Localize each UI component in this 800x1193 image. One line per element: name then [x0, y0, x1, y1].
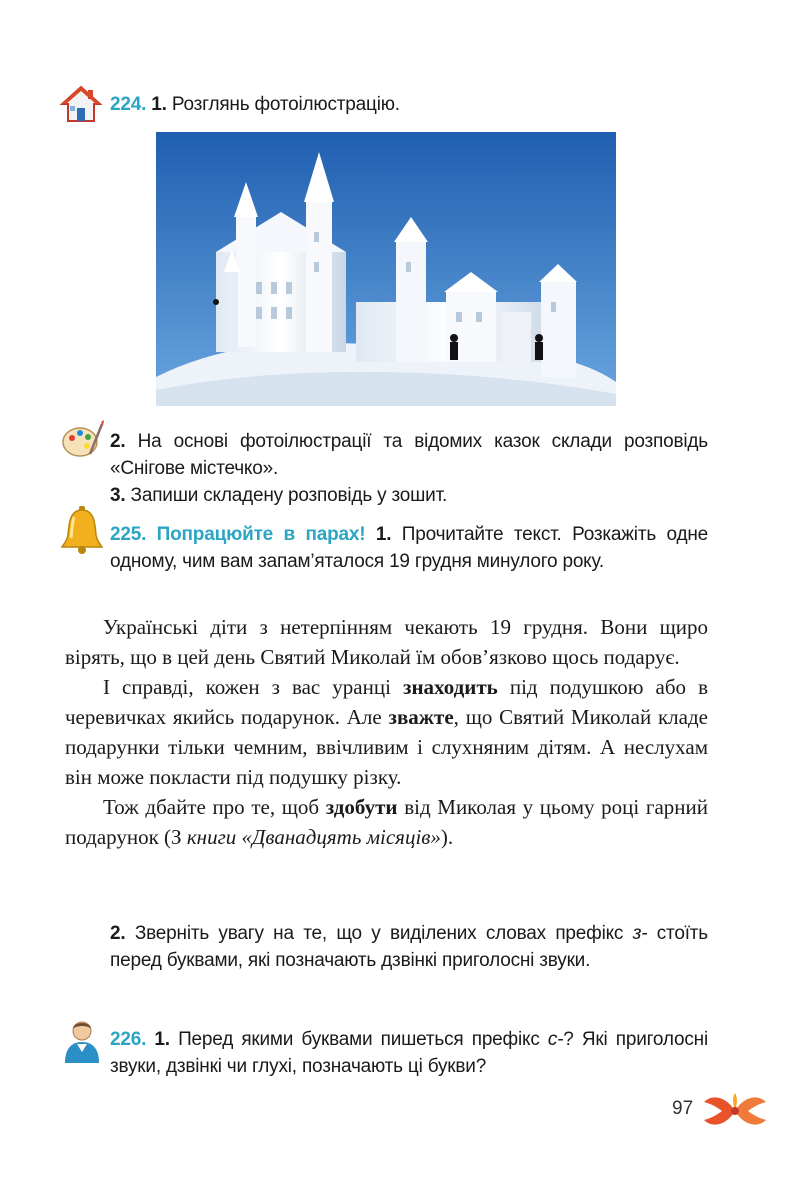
part-text: ? Які приголосні звуки, дзвінкі чи глухі, позначають ці букви?	[110, 1029, 708, 1077]
part-number: 1.	[154, 1029, 170, 1050]
part-text: Запиши складену розповідь у зошит.	[130, 485, 448, 506]
task-number: 225.	[110, 524, 147, 545]
task-226	[110, 1026, 708, 1080]
house-icon	[60, 84, 102, 124]
person-icon	[62, 1018, 102, 1064]
source-title: книги «Дванадцять місяців»	[186, 825, 441, 849]
text-run: під подушкою або в черевичках якийсь подарунок. Але	[65, 675, 708, 729]
task-225-part2	[110, 920, 708, 974]
task-text: Розглянь фотоілюстрацію.	[171, 94, 400, 115]
part-number: 3.	[110, 485, 126, 506]
story-text	[65, 612, 708, 852]
part-number: 1.	[151, 94, 167, 115]
snow-castle-photo	[156, 132, 616, 406]
prefix: з-	[632, 923, 648, 944]
task-heading: Попрацюйте в парах!	[156, 524, 366, 545]
task-number: 224.	[110, 94, 147, 115]
part-3	[110, 482, 708, 509]
highlighted-word: знаходить	[403, 675, 498, 699]
flower-ornament-icon	[702, 1092, 768, 1130]
part-number: 2.	[110, 431, 126, 452]
text-run: від Миколая у цьому році гарний подарунок (З	[65, 795, 708, 849]
part-text: Прочитайте текст. Розкажіть одне одному, чим вам запам’яталося 19 грудня минулого року.	[110, 524, 708, 572]
part-number: 1.	[375, 524, 392, 545]
part-text: Перед якими буквами пишеться префікс	[178, 1029, 548, 1050]
palette-icon	[60, 418, 104, 462]
text-run: , що Святий Миколай кладе подарунки тільки чемним, ввічливим і слухняним дітям. А неслухам він може покласти під подушку різку.	[65, 705, 708, 789]
story-paragraph-2	[65, 672, 708, 792]
text-run: І справді, кожен з вас уранці	[103, 675, 403, 699]
part-text: Зверніть увагу на те, що у виділених словах префікс	[134, 923, 633, 944]
page-number: 97	[672, 1098, 694, 1119]
task-224-line1	[110, 91, 670, 118]
part-2	[110, 428, 708, 482]
task-225-intro	[110, 521, 708, 575]
part-text: На основі фотоілюстрації та відомих казок склади розповідь «Снігове містечко».	[110, 431, 708, 479]
story-paragraph-3	[65, 792, 708, 852]
prefix: с-	[547, 1029, 564, 1050]
text-run: ).	[440, 825, 454, 849]
highlighted-word: зважте	[388, 705, 454, 729]
part-number: 2.	[110, 923, 126, 944]
task-224-part2	[110, 428, 708, 509]
highlighted-word: здобути	[325, 795, 398, 819]
bell-icon	[60, 505, 104, 555]
part-text: стоїть перед буквами, які позначають дзвінкі приголосні звуки.	[110, 923, 708, 971]
task-number: 226.	[110, 1029, 147, 1050]
story-paragraph-1: Українські діти з нетерпінням чекають 19 грудня. Вони щиро вірять, що в цей день Святий Миколай їм обов’язково щось подарує.	[65, 615, 708, 669]
text-run: Тож дбайте про те, щоб	[103, 795, 326, 819]
